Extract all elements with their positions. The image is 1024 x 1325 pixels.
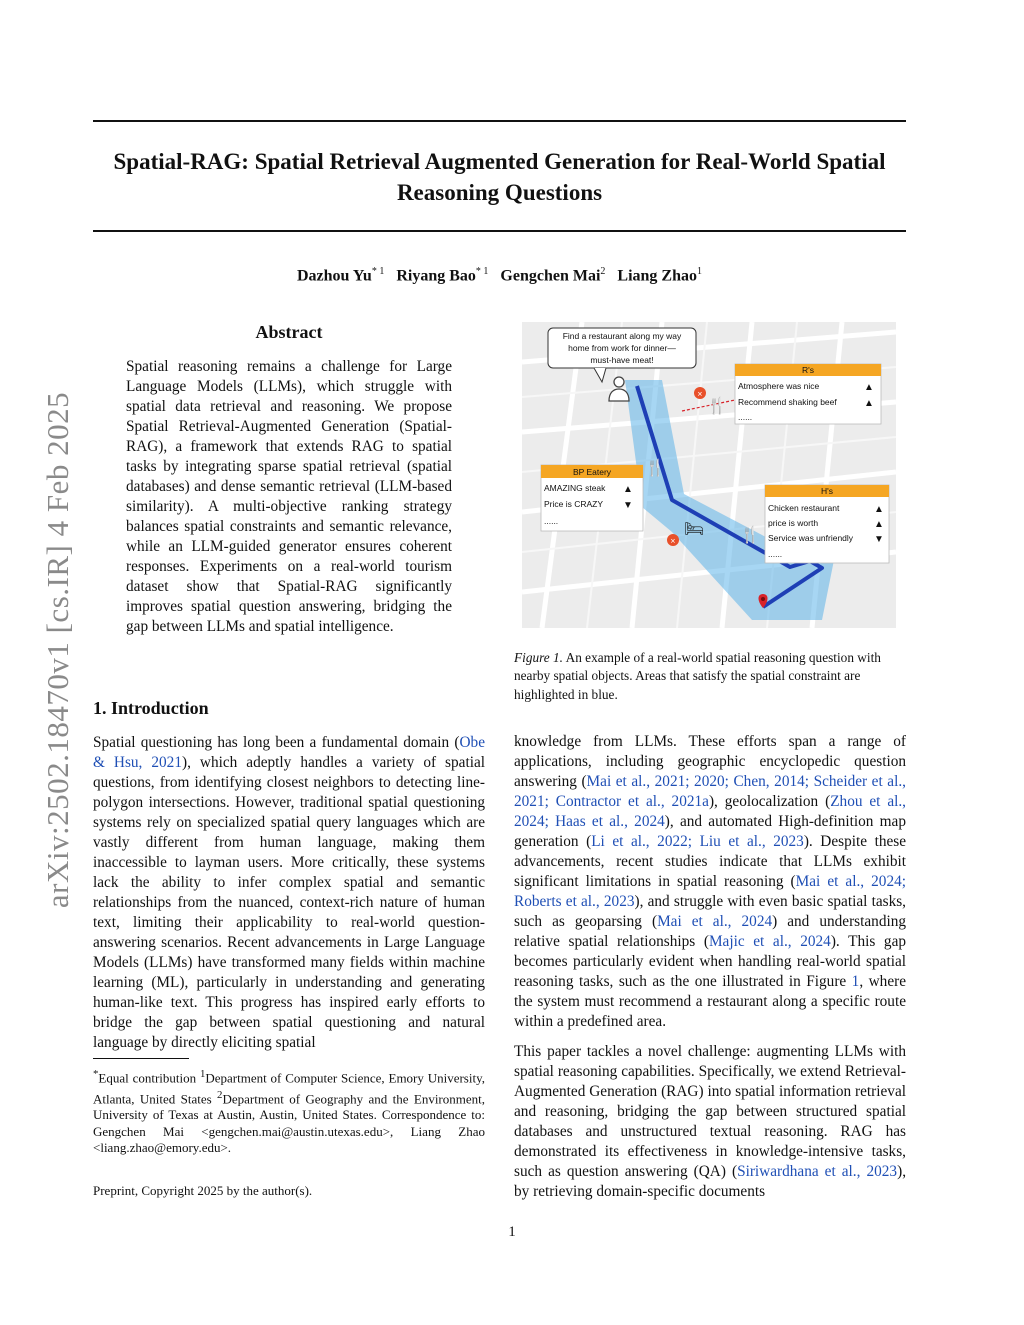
review-line: ......: [544, 516, 559, 526]
restaurant-icon: 🍴: [740, 527, 760, 544]
thumbs-down-icon: ▼: [623, 500, 633, 511]
thumbs-up-icon: ▲: [874, 504, 884, 515]
review-line: Service was unfriendly: [768, 533, 854, 543]
reject-icon: [667, 534, 679, 546]
preprint-notice: Preprint, Copyright 2025 by the author(s).: [93, 1183, 313, 1198]
query-line: home from work for dinner—: [568, 343, 676, 353]
author-affiliation-mark: * 1: [371, 266, 385, 277]
footnote: [93, 1066, 485, 1157]
intro-paragraph-2: [514, 732, 906, 1032]
review-line: Price is CRAZY: [544, 499, 604, 509]
author-affiliation-mark: 2: [600, 266, 606, 277]
thumbs-up-icon: ▲: [864, 398, 874, 409]
card-title: R's: [801, 365, 815, 375]
body-text: This paper tackles a novel challenge: augmenting LLMs with spatial reasoning capabilities. Specifically, we extend Retrieval-Augmented Generation (RAG) into spatial information retrieval and reasoning, bridging the gap between structured spatial databases and unstructured textual reasoning. RAG has demonstrated its effectiveness in knowledge-intensive tasks, such as question answering (QA) (: [514, 1043, 906, 1180]
abstract-text: Spatial reasoning remains a challenge for Large Language Models (LLMs), which struggle with spatial data retrieval and reasoning. We propose Spatial Retrieval-Augmented Generation (Spatial-RAG), a framework that extends RAG to spatial tasks by integrating sparse spatial retrieval (spatial databases) and dense semantic retrieval (LLM-based similarity). A multi-objective ranking strategy balances spatial constraints and semantic relevance, while an LLM-guided generator ensures coherent responses. Experiments on a real-world tourism dataset show that Spatial-RAG significantly improves spatial question answering, bridging the gap between LLMs and spatial intelligence.: [126, 358, 452, 635]
restaurant-card-rs: [735, 364, 881, 424]
author-affiliation-mark: * 1: [475, 266, 489, 277]
figure-caption: [514, 649, 906, 704]
hotel-bed-icon: 🛏: [683, 521, 705, 538]
section-heading-introduction: 1. Introduction: [93, 698, 209, 718]
author-name: Liang Zhao: [617, 267, 697, 285]
thumbs-down-icon: ▼: [874, 534, 884, 545]
author-name: Riyang Bao: [396, 267, 476, 285]
intro-paragraph-3: [514, 1042, 906, 1202]
footnote-mark: *: [93, 1068, 99, 1080]
title-rule-bottom: [93, 230, 906, 232]
citation-link[interactable]: Zhou et al., 2024; Haas et al., 2024: [514, 793, 907, 830]
footnote-text: Department of Computer Science, Emory University, Atlanta, United States: [93, 1070, 485, 1107]
paper-title: [93, 146, 906, 208]
restaurant-card-hs: [765, 485, 889, 563]
review-line: Chicken restaurant: [768, 503, 840, 513]
review-line: Atmosphere was nice: [738, 381, 820, 391]
figure-reference-link[interactable]: 1: [851, 973, 860, 990]
body-text: ), geolocalization (: [708, 793, 831, 810]
author-list: [93, 266, 906, 285]
review-line: AMAZING steak: [544, 483, 606, 493]
arxiv-identifier: arXiv:2502.18470v1 [cs.IR] 4 Feb 2025: [40, 391, 75, 909]
figure-1-map: [522, 322, 896, 628]
title-line-2: Reasoning Questions: [396, 180, 603, 205]
footnote-mark: 2: [217, 1088, 223, 1101]
page-number: 1: [508, 1224, 516, 1240]
body-text: ), by retrieving domain-specific documents: [514, 1163, 907, 1200]
svg-text:×: ×: [697, 389, 703, 399]
footnote-rule: [93, 1058, 189, 1059]
citation-link[interactable]: Mai et al., 2021; 2020; Chen, 2014; Scheider et al., 2021; Contractor et al., 2021a: [514, 773, 906, 810]
body-text: ), and struggle with even basic spatial tasks, such as geoparsing (: [514, 893, 906, 930]
card-title: BP Eatery: [572, 467, 612, 477]
review-line: Recommend shaking beef: [738, 397, 837, 407]
citation-link[interactable]: Siriwardhana et al., 2023: [737, 1163, 898, 1180]
title-line-1: Spatial-RAG: Spatial Retrieval Augmented Generation for Real-World Spatial: [113, 149, 886, 174]
review-line: price is worth: [768, 518, 819, 528]
citation-link[interactable]: Mai et al., 2024; Roberts et al., 2023: [514, 873, 906, 910]
svg-text:×: ×: [670, 536, 676, 546]
citation-link[interactable]: Obe & Hsu, 2021: [93, 734, 485, 771]
body-text: knowledge from LLMs. These efforts span a range of applications, including geographic encyclopedic question answering (: [514, 733, 906, 790]
query-line: Find a restaurant along my way: [562, 331, 682, 341]
body-text: ), which adeptly handles a variety of spatial questions, from identifying closest neighbors to detecting line-polygon intersections. However, traditional spatial questioning systems rely on specialized spatial query languages which are vastly different from human language, making them inaccessible to layman users. More critically, these systems lack the ability to infer complex spatial and semantic relationships from the nuanced, context-rich nature of human text, limiting their applicability to real-world question-answering scenarios. Recent advancements in Large Language Models (LLMs) have transformed many fields within machine learning (ML), particularly in understanding and generating human-like text. This progress has inspired early efforts to bridge the gap between spatial questioning and natural language by directly eliciting spatial: [93, 754, 485, 1051]
thumbs-up-icon: ▲: [864, 382, 874, 393]
restaurant-card-bp: [541, 465, 643, 531]
body-text: ), and automated High-definition map generation (: [514, 813, 906, 850]
body-text: ) and understanding relative spatial relationships (: [514, 913, 907, 950]
review-line: ......: [738, 412, 753, 422]
author-affiliation-mark: 1: [697, 266, 702, 277]
footnote-text: Equal contribution: [98, 1070, 200, 1086]
author-name: Gengchen Mai: [500, 267, 601, 285]
card-title: H's: [820, 486, 834, 496]
query-line: must-have meat!: [590, 355, 654, 365]
footnote-text: Department of Geography and the Environment, University of Texas at Austin, Austin, United States. Correspondence to: Gengchen Mai <gengchen.mai@austin.utexas.edu>, Liang Zhao <liang.zhao@emory.edu>.: [93, 1091, 486, 1156]
citation-link[interactable]: Li et al., 2022; Liu et al., 2023: [591, 833, 804, 850]
body-text: ). This gap becomes particularly evident when handling real-world spatial reasoning tasks, such as the one illustrated in Figure: [514, 933, 907, 990]
restaurant-icon: 🍴: [707, 398, 727, 415]
reject-icon: [694, 387, 706, 399]
abstract-heading: Abstract: [255, 322, 323, 342]
body-text: Spatial questioning has long been a fundamental domain (: [93, 734, 460, 751]
caption-label: Figure 1.: [514, 650, 563, 665]
footnote-mark: 1: [199, 1068, 206, 1080]
intro-paragraph-1: [93, 733, 485, 1053]
thumbs-up-icon: ▲: [874, 519, 884, 530]
author-name: Dazhou Yu: [296, 267, 372, 285]
caption-text: An example of a real-world spatial reasoning question with nearby spatial objects. Areas that satisfy the spatial constraint are highlighted in blue.: [514, 650, 881, 702]
restaurant-icon: 🍴: [645, 460, 665, 477]
body-text: ). Despite these advancements, recent studies indicate that LLMs exhibit significant limitations in spatial reasoning (: [514, 833, 906, 890]
title-rule-top: [93, 120, 906, 122]
thumbs-up-icon: ▲: [623, 484, 633, 495]
citation-link[interactable]: Majic et al., 2024: [708, 933, 831, 950]
citation-link[interactable]: Mai et al., 2024: [657, 913, 773, 930]
review-line: ......: [768, 549, 783, 559]
body-text: , where the system must recommend a restaurant along a specific route within a predefined area.: [514, 973, 906, 1030]
